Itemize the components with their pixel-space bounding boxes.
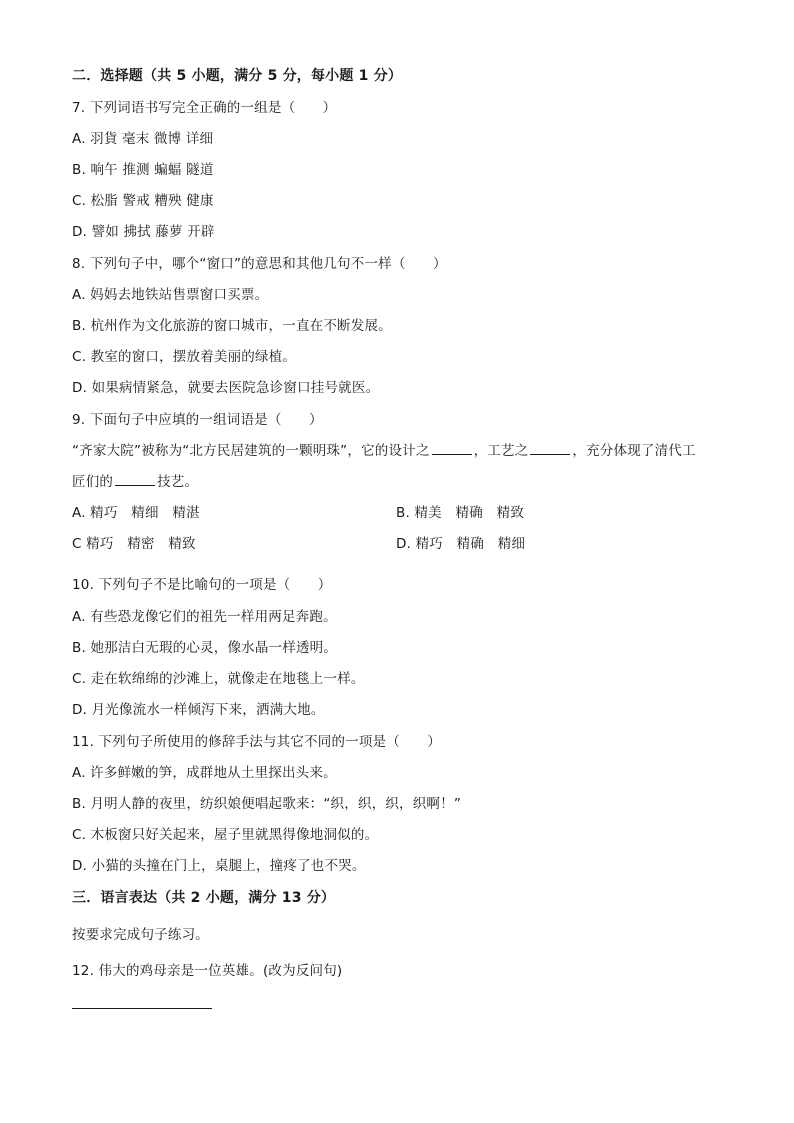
question-8-option-d: D. 如果病情紧急，就要去医院急诊窗口挂号就医。 bbox=[72, 380, 380, 396]
question-9-option-b: B. 精美 精确 精致 bbox=[396, 505, 525, 521]
question-7-option-c: C. 松脂 警戒 糟殃 健康 bbox=[72, 193, 214, 209]
fill-blank-1 bbox=[432, 442, 472, 455]
fill-blank-3 bbox=[115, 473, 155, 486]
question-11-option-c: C. 木板窗只好关起来，屋子里就黑得像地洞似的。 bbox=[72, 827, 379, 843]
passage-text: ，充分体现了清代工 bbox=[572, 443, 696, 459]
question-7-option-d: D. 譬如 拂拭 藤萝 开辟 bbox=[72, 224, 215, 240]
question-8-option-c: C. 教室的窗口，摆放着美丽的绿植。 bbox=[72, 349, 297, 365]
passage-text: 技艺。 bbox=[157, 474, 199, 490]
question-10-option-a: A. 有些恐龙像它们的祖先一样用两足奔跑。 bbox=[72, 609, 337, 625]
question-7-option-a: A. 羽貨 毫末 微博 详细 bbox=[72, 131, 214, 147]
question-11-option-b: B. 月明人静的夜里，纺织娘便唱起歌来：“织，织，织，织啊！” bbox=[72, 796, 462, 812]
question-8-option-a: A. 妈妈去地铁站售票窗口买票。 bbox=[72, 287, 269, 303]
question-9-passage-line-2 bbox=[72, 473, 198, 491]
question-9-stem: 9. 下面句子中应填的一组词语是（ ） bbox=[72, 412, 323, 428]
question-10-option-b: B. 她那洁白无瑕的心灵，像水晶一样透明。 bbox=[72, 640, 338, 656]
question-8-option-b: B. 杭州作为文化旅游的窗口城市，一直在不断发展。 bbox=[72, 318, 392, 334]
question-11-stem: 11. 下列句子所使用的修辞手法与其它不同的一项是（ ） bbox=[72, 734, 442, 750]
fill-blank-2 bbox=[530, 442, 570, 455]
passage-text: 匠们的 bbox=[72, 474, 114, 490]
passage-text: ，工艺之 bbox=[473, 443, 529, 459]
question-8-stem: 8. 下列句子中，哪个“窗口”的意思和其他几句不一样（ ） bbox=[72, 256, 447, 272]
section-3-intro: 按要求完成句子练习。 bbox=[72, 927, 209, 943]
section-3-heading: 三．语言表达（共 2 小题，满分 13 分） bbox=[72, 890, 336, 906]
question-11-option-a: A. 许多鲜嫩的笋，成群地从土里探出头来。 bbox=[72, 765, 337, 781]
question-10-option-d: D. 月光像流水一样倾泻下来，洒满大地。 bbox=[72, 702, 325, 718]
section-2-heading: 二．选择题（共 5 小题，满分 5 分，每小题 1 分） bbox=[72, 68, 403, 84]
question-9-passage-line-1 bbox=[72, 442, 696, 460]
question-7-option-b: B. 响午 推测 蝙蝠 隧道 bbox=[72, 162, 214, 178]
question-12-stem: 12. 伟大的鸡母亲是一位英雄。(改为反问句) bbox=[72, 963, 343, 979]
passage-text: “齐家大院”被称为“北方民居建筑的一颗明珠”，它的设计之 bbox=[72, 443, 430, 459]
question-11-option-d: D. 小猫的头撞在门上，桌腿上，撞疼了也不哭。 bbox=[72, 858, 366, 874]
answer-line[interactable] bbox=[72, 1008, 212, 1009]
question-10-option-c: C. 走在软绵绵的沙滩上，就像走在地毯上一样。 bbox=[72, 671, 365, 687]
question-10-stem: 10. 下列句子不是比喻句的一项是（ ） bbox=[72, 577, 332, 593]
question-7-stem: 7. 下列词语书写完全正确的一组是（ ） bbox=[72, 100, 337, 116]
question-9-option-a: A. 精巧 精细 精湛 bbox=[72, 505, 200, 521]
question-9-option-c: C 精巧 精密 精致 bbox=[72, 536, 196, 552]
question-9-option-d: D. 精巧 精确 精细 bbox=[396, 536, 526, 552]
